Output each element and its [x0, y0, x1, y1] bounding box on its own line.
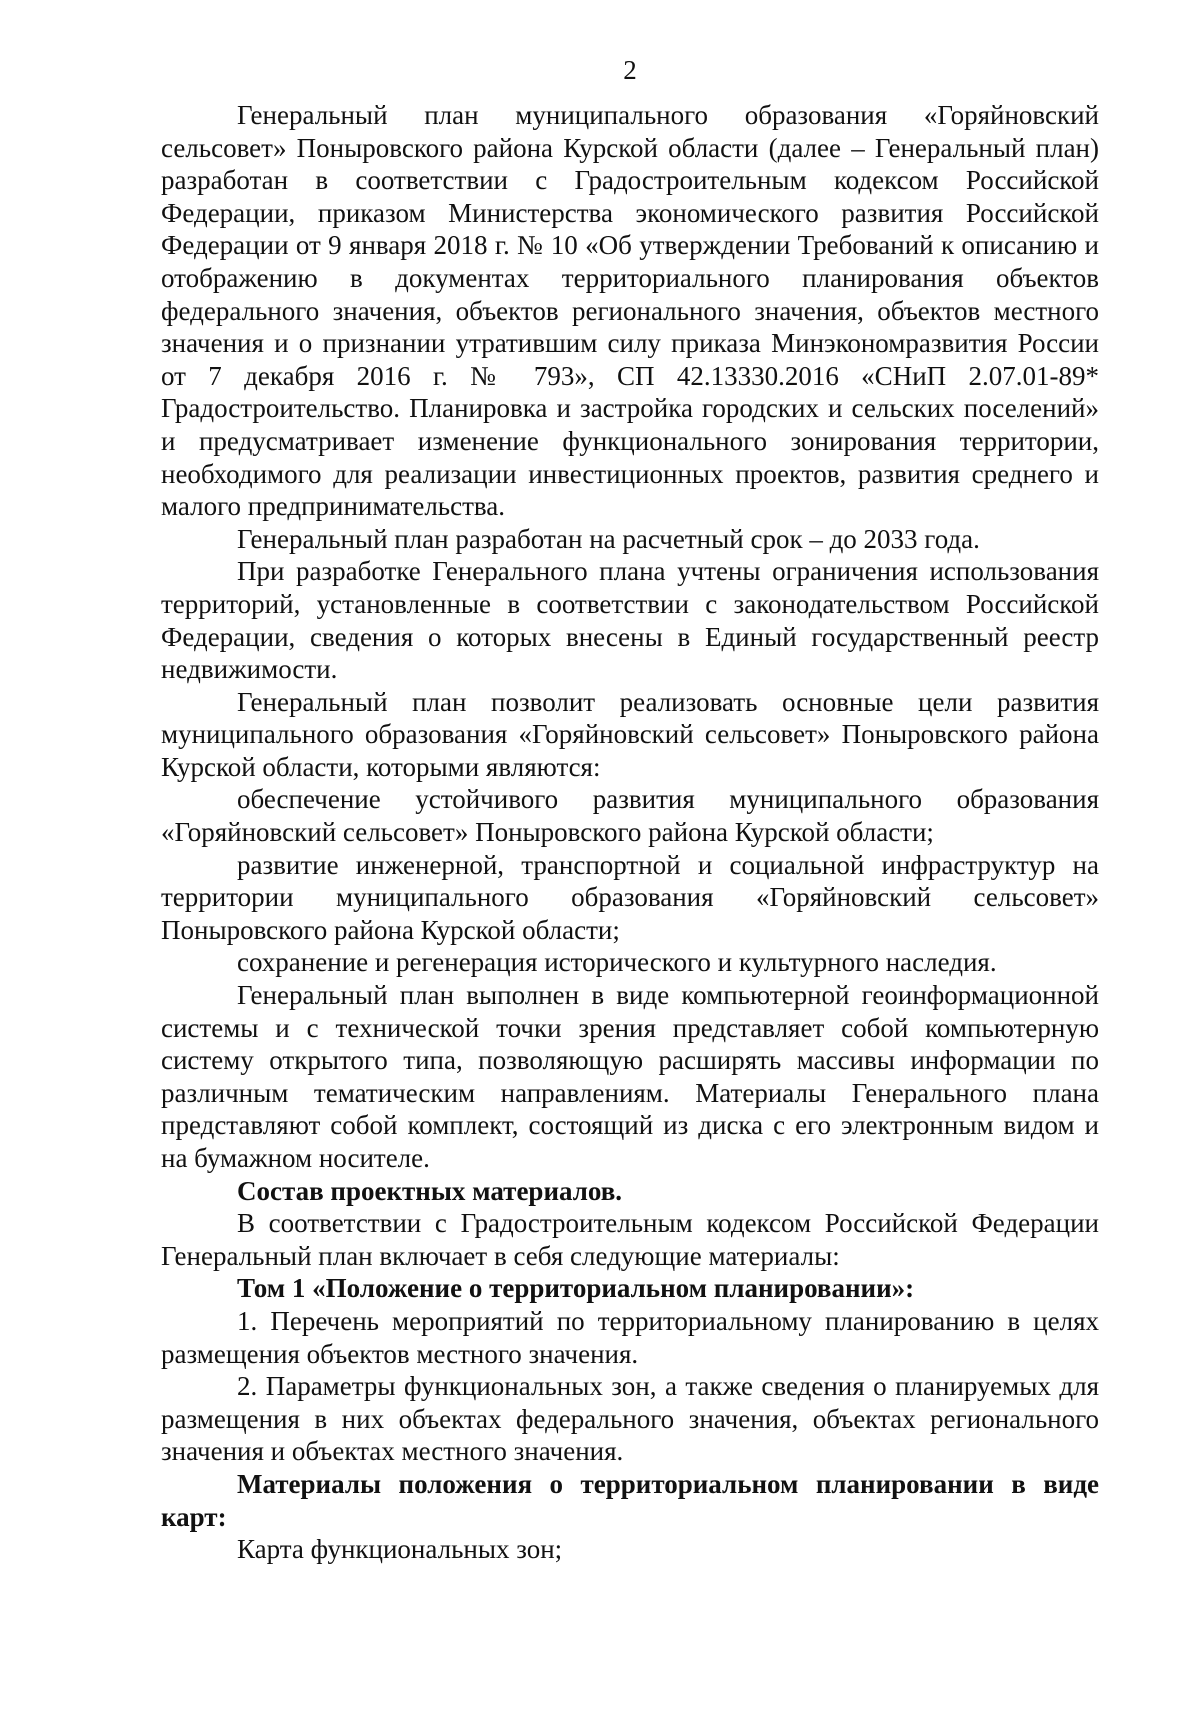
list-item-volume-2: 2. Параметры функциональных зон, а также сведения о планируемых для размещения в них объектах федерального значения, объектах регионального значения и объектах местного значения.: [161, 1371, 1099, 1467]
list-item-goal-3: сохранение и регенерация исторического и культурного наследия.: [237, 947, 997, 978]
paragraph-restrictions: При разработке Генерального плана учтены ограничения использования территорий, установленные в соответствии с законодательством Российской Федерации, сведения о которых внесены в Единый государственный реестр недвижимости.: [161, 556, 1099, 685]
section-heading-materials: Состав проектных материалов.: [237, 1175, 623, 1206]
paragraph-materials-intro: В соответствии с Градостроительным кодексом Российской Федерации Генеральный план включает в себя следующие материалы:: [161, 1208, 1099, 1271]
list-item-goal-2: развитие инженерной, транспортной и социальной инфраструктур на территории муниципального образования «Горяйновский сельсовет» Поныровского района Курской области;: [161, 849, 1099, 945]
document-body: [161, 99, 1099, 1566]
paragraph-intro: Генеральный план муниципального образования «Горяйновский сельсовет» Поныровского района Курской области (далее – Генеральный план) разработан в соответствии с Градостроительным кодексом Российской Федерации, приказом Министерства экономического развития Российской Федерации от 9 января 2018 г. № 10 «Об утверждении Требований к описанию и отображению в документах территориального планирования объектов федерального значения, объектов регионального значения, объектов местного значения и о признании утратившим силу приказа Минэкономразвития России от 7 декабря 2016 г. № 793», СП 42.13330.2016 «СНиП 2.07.01-89* Градостроительство. Планировка и застройка городских и сельских поселений» и предусматривает изменение функционального зонирования территории, необходимого для реализации инвестиционных проектов, развития среднего и малого предпринимательства.: [161, 100, 1099, 522]
paragraph-term: Генеральный план разработан на расчетный срок – до 2033 года.: [237, 523, 980, 554]
paragraph-goals: Генеральный план позволит реализовать основные цели развития муниципального образования «Горяйновский сельсовет» Поныровского района Курской области, которыми являются:: [161, 686, 1099, 782]
paragraph-gis: Генеральный план выполнен в виде компьютерной геоинформационной системы и с технической точки зрения представляет собой компьютерную систему открытого типа, позволяющую расширять массивы информации по различным тематическим направлениям. Материалы Генерального плана представляют собой комплект, состоящий из диска с его электронным видом и на бумажном носителе.: [161, 980, 1099, 1173]
maps-heading: Материалы положения о территориальном планировании в виде карт:: [161, 1468, 1099, 1532]
list-item-goal-1: обеспечение устойчивого развития муниципального образования «Горяйновский сельсовет» Поныровского района Курской области;: [161, 784, 1099, 848]
volume-heading: Том 1 «Положение о территориальном планировании»:: [237, 1273, 915, 1304]
list-item-volume-1: 1. Перечень мероприятий по территориальному планированию в целях размещения объектов местного значения.: [161, 1305, 1099, 1369]
page-number: 2: [623, 55, 637, 85]
list-item-map-1: Карта функциональных зон;: [237, 1534, 563, 1565]
